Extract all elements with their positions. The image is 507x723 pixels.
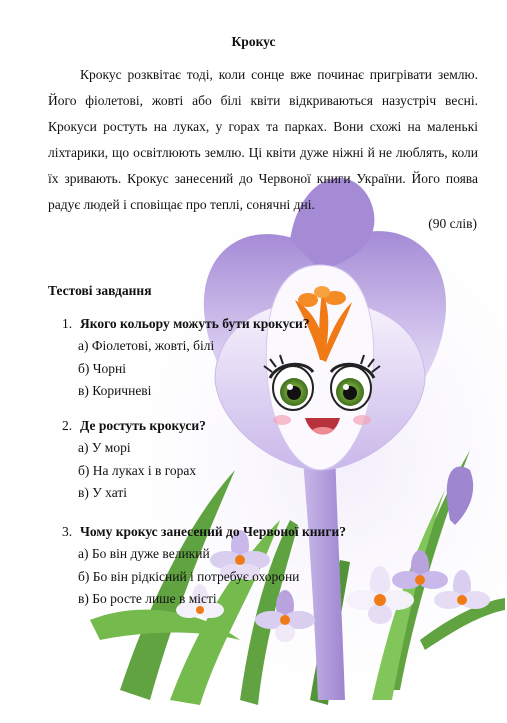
answer-option[interactable]: б) Бо він рідкісний і потребує охорони — [78, 568, 300, 584]
answer-list — [62, 543, 346, 611]
answer-option[interactable]: в) У хаті — [78, 485, 128, 500]
answer-option[interactable]: а) Фіолетові, жовті, білі — [78, 338, 215, 353]
answer-option[interactable]: а) У морі — [78, 440, 131, 455]
page-title: Крокус — [231, 34, 276, 49]
question-number: 3. — [62, 524, 73, 539]
word-count: (90 слів) — [428, 216, 477, 231]
tests-heading: Тестові завдання — [48, 283, 152, 298]
question-title — [62, 415, 206, 437]
question-text: Чому крокус занесений до Червоної книги? — [80, 524, 346, 539]
question-3 — [62, 521, 346, 611]
answer-option[interactable]: в) Коричневі — [78, 383, 152, 398]
question-2 — [62, 415, 206, 505]
question-text: Якого кольору можуть бути крокуси? — [80, 316, 310, 331]
answer-option[interactable]: б) Чорні — [78, 360, 126, 376]
answer-option[interactable]: а) Бо він дуже великий — [78, 546, 210, 561]
question-number: 1. — [62, 316, 73, 331]
answer-list — [62, 335, 309, 403]
question-title — [62, 313, 309, 335]
question-1 — [62, 313, 309, 403]
answer-option[interactable]: в) Бо росте лише в місті — [78, 591, 217, 606]
answer-list — [62, 437, 206, 505]
question-number: 2. — [62, 418, 73, 433]
reading-passage: Крокус розквітає тоді, коли сонце вже починає пригрівати землю. Його фіолетові, жовті або білі квіти відкриваються назустріч весні. Крокуси ростуть на луках, у горах та парках. Вони схожі на маленькі ліхтарики, що освітлюють землю. Ці квіти дуже ніжні й не люблять, коли їх зривають. Крокус занесений до Червоної книги України. Його поява радує людей і сповіщає про теплі, сонячні дні. — [48, 67, 478, 212]
question-title — [62, 521, 346, 543]
answer-option[interactable]: б) На луках і в горах — [78, 462, 197, 478]
question-text: Де ростуть крокуси? — [80, 418, 206, 433]
